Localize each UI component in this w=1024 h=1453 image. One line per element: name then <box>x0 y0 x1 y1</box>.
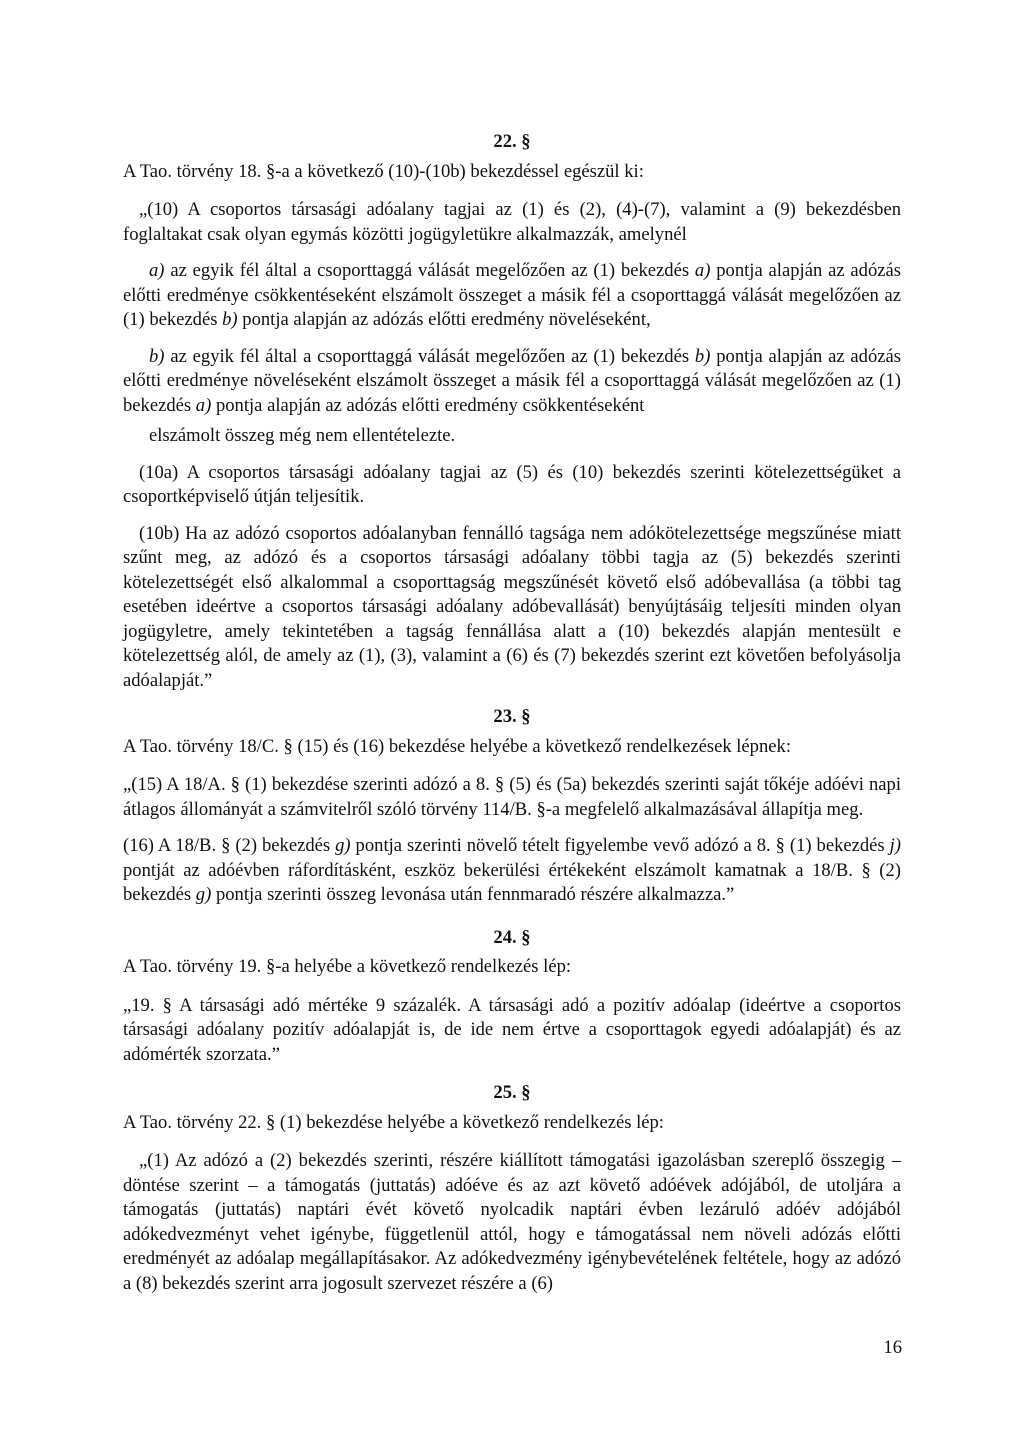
list-tail-text: elszámolt összeg még nem ellentételezte. <box>149 425 456 446</box>
paragraph-16-ref-3: g) <box>195 884 212 905</box>
document-page <box>123 122 901 1308</box>
paragraph-10a: (10a) A csoportos társasági adóalany tagjai az (5) és (10) bekezdés szerinti kötelezettségüket a csoportképviselő útján teljesítik. <box>123 461 901 507</box>
item-a-text-1: az egyik fél által a csoporttaggá válását megelőzően az (1) bekezdés <box>164 260 695 281</box>
paragraph-16-ref-2: j) <box>889 835 901 856</box>
paragraph-16-text-3: pontját az adóévben ráfordításként, eszköz bekerülési értékeként elszámolt kamatnak a 18/B. § (2) bekezdés <box>123 859 901 905</box>
item-b-text-2: pontja alapján az adózás előtti eredménye növeléseként elszámolt összeget a másik fél a csoporttaggá válását megelőzően az (1) bekezdés <box>123 345 901 416</box>
item-a-text-3: pontja alapján az adózás előtti eredmény növeléseként, <box>237 309 651 330</box>
paragraph-19: „19. § A társasági adó mértéke 9 százalék. A társasági adó a pozitív adóalap (ideértve a csoportos társasági adóalany pozitív adóalapját is, de ide nem értve a csoporttagok egyedi adóalapját) és az adómérték szorzata.” <box>123 994 901 1065</box>
section-heading-24: 24. § <box>493 926 531 948</box>
list-item-a <box>123 259 901 333</box>
section-heading-22: 22. § <box>493 131 531 152</box>
item-a-ref-1: a) <box>694 260 711 281</box>
item-a-label: a) <box>149 260 165 281</box>
paragraph-16-ref-1: g) <box>335 835 351 856</box>
item-a-ref-2: b) <box>222 309 238 330</box>
paragraph-15: „(15) A 18/A. § (1) bekezdése szerinti adózó a 8. § (5) és (5a) bekezdés szerinti saját tőkéje adóévi napi átlagos állományát a számvitelről szóló törvény 114/B. §-a megfelelő alkalmazásával állapítja meg. <box>123 774 901 820</box>
item-b-ref-1: b) <box>694 345 711 367</box>
paragraph-16 <box>123 834 901 908</box>
paragraph-22-1: „(1) Az adózó a (2) bekezdés szerinti, részére kiállított támogatási igazolásban szereplő összegig – döntése szerint – a támogatás (juttatás) adóéve és az azt követő adóévek adójából, de utoljára a támogatás (juttatás) naptári évét követő nyolcadik naptári évben lezáruló adóév adójából adókedvezményt vehet igénybe, függetlenül attól, hogy e támogatással nem növeli adózás előtti eredményét az adóalap megállapításakor. Az adókedvezmény igénybevételének feltétele, hogy az adózó a (8) bekezdés szerint arra jogosult szervezet részére a (6) <box>123 1150 901 1294</box>
paragraph-16-text-4: pontja szerinti összeg levonása után fennmaradó részére alkalmazza.” <box>211 884 735 905</box>
item-b-label: b) <box>149 345 165 367</box>
item-b-text-1: az egyik fél által a csoporttaggá válását megelőzően az (1) bekezdés <box>164 345 695 367</box>
paragraph-10: „(10) A csoportos társasági adóalany tagjai az (1) és (2), (4)-(7), valamint a (9) bekezdésben foglaltakat csak olyan egymás közötti jogügyletükre alkalmazzák, amelynél <box>123 199 901 245</box>
section-intro-25: A Tao. törvény 22. § (1) bekezdése helyébe a következő rendelkezés lép: <box>123 1111 664 1133</box>
section-heading-25: 25. § <box>493 1082 531 1103</box>
list-item-b <box>123 345 901 419</box>
page-number: 16 <box>883 1337 902 1358</box>
section-intro-23: A Tao. törvény 18/C. § (15) és (16) bekezdése helyébe a következő rendelkezések lépnek: <box>123 735 791 757</box>
paragraph-16-text-2: pontja szerinti növelő tételt figyelembe vevő adózó a 8. § (1) bekezdés <box>350 835 890 856</box>
paragraph-10b: (10b) Ha az adózó csoportos adóalanyban fennálló tagsága nem adókötelezettsége megszűnése miatt szűnt meg, az adózó és a csoportos társasági adóalany többi tagja az (5) bekezdés szerinti kötelezettségét első alkalommal a csoporttagság megszűnését követő első adóbevallása (a többi tag esetében ideértve a csoportos társasági adóalany adóbevallását) benyújtásáig teljesíti minden olyan jogügyletre, amely tekintetében a tagság fennállása alatt a (10) bekezdés alapján mentesült e kötelezettség alól, de amely az (1), (3), valamint a (6) és (7) bekezdés szerint ezt követően befolyásolja adóalapját.” <box>123 522 901 691</box>
item-a-text-2: pontja alapján az adózás előtti eredménye csökkentéseként elszámolt összeget a másik fél a csoporttaggá válását megelőzően az (1) bekezdés <box>123 260 901 330</box>
section-intro-24: A Tao. törvény 19. §-a helyébe a következő rendelkezés lép: <box>123 956 572 977</box>
item-b-ref-2: a) <box>195 394 212 416</box>
item-b-text-3: pontja alapján az adózás előtti eredmény csökkentéseként <box>211 394 645 416</box>
section-intro-22: A Tao. törvény 18. §-a a következő (10)-(10b) bekezdéssel egészül ki: <box>123 160 644 182</box>
section-heading-23: 23. § <box>493 706 531 727</box>
paragraph-16-text-1: (16) A 18/B. § (2) bekezdés <box>123 835 336 856</box>
